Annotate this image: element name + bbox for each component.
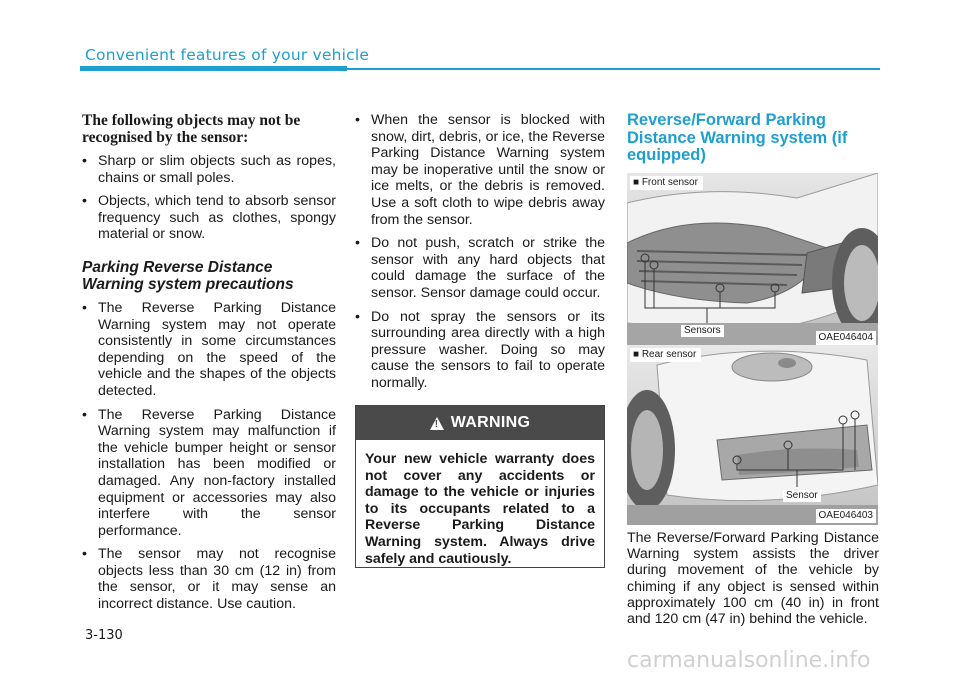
list-item: • The Reverse Parking Distance Warning system may not operate consistently in some circumstances depending on the speed of the vehicle and the shapes of the objects detected. bbox=[82, 300, 336, 400]
sensor-callout: Sensor bbox=[783, 490, 821, 502]
precautions-list bbox=[82, 300, 336, 613]
warning-header bbox=[356, 406, 604, 440]
list-item: • The sensor may not recognise objects less than 30 cm (12 in) from the sensor, or it may sense an incorrect distance. Use caution. bbox=[82, 546, 336, 612]
warning-text: Your new vehicle warranty does not cover any accidents or damage to the vehicle or injuries to its occupants related to a Reverse Parking Distance Warning system. Always drive safely and cautiously. bbox=[365, 451, 595, 567]
warning-triangle-icon: ! bbox=[430, 417, 444, 430]
list-item: • Do not spray the sensors or its surrounding area directly with a high pressure washer. Doing so may cause the sensors to fail to operate normally. bbox=[355, 309, 605, 392]
list-item: • Do not push, scratch or strike the sensor with any hard objects that could damage the surface of the sensor. Sensor damage could occur. bbox=[355, 235, 605, 301]
sensors-callout: Sensors bbox=[681, 325, 724, 337]
sensor-care-list bbox=[355, 112, 605, 392]
list-item: • Sharp or slim objects such as ropes, chains or small poles. bbox=[82, 153, 336, 186]
system-description: The Reverse/Forward Parking Distance Warning system assists the driver during movement of the vehicle by chiming if any object is sensed within approximately 100 cm (40 in) in front and 120 cm (47 in) behind the vehicle. bbox=[627, 530, 879, 628]
list-item: • The Reverse Parking Distance Warning system may malfunction if the vehicle bumper height or sensor installation has been modified or damaged. Any non-factory installed equipment or accessories may also interfere with the sensor performance. bbox=[82, 407, 336, 540]
front-figure-code: OAE046404 bbox=[816, 331, 877, 345]
rear-car-illustration bbox=[627, 345, 878, 525]
column-middle bbox=[355, 112, 605, 399]
section-header-title: Convenient features of your vehicle bbox=[85, 46, 370, 64]
section-title: Reverse/Forward Parking Distance Warning system (if equipped) bbox=[627, 111, 848, 164]
rear-sensor-figure bbox=[627, 345, 878, 525]
front-sensor-figure bbox=[627, 173, 878, 347]
list-item: • When the sensor is blocked with snow, dirt, debris, or ice, the Reverse Parking Distance Warning system may be inoperative until the snow or ice melts, or the debris is removed. Use a soft cloth to wipe debris away from the sensor. bbox=[355, 112, 605, 228]
precautions-heading: Parking Reverse Distance Warning system precautions bbox=[82, 258, 294, 293]
footer-watermark: carmanualsonline.info bbox=[627, 648, 871, 673]
objects-heading: The following objects may not be recognised by the sensor: bbox=[82, 112, 301, 146]
front-sensor-label: ■ Front sensor bbox=[630, 176, 703, 190]
column-left bbox=[82, 112, 336, 620]
column-right bbox=[627, 112, 879, 173]
warning-label: WARNING bbox=[450, 414, 531, 431]
header-rule-thick bbox=[80, 66, 347, 71]
header-rule-thin bbox=[347, 68, 880, 70]
rear-figure-code: OAE046403 bbox=[816, 509, 877, 523]
objects-list bbox=[82, 153, 336, 243]
rear-sensor-label: ■ Rear sensor bbox=[630, 348, 701, 362]
list-item: • Objects, which tend to absorb sensor frequency such as clothes, spongy material or snow. bbox=[82, 193, 336, 243]
page-number: 3-130 bbox=[85, 628, 123, 643]
front-car-illustration bbox=[627, 173, 878, 347]
warning-box bbox=[355, 405, 605, 568]
